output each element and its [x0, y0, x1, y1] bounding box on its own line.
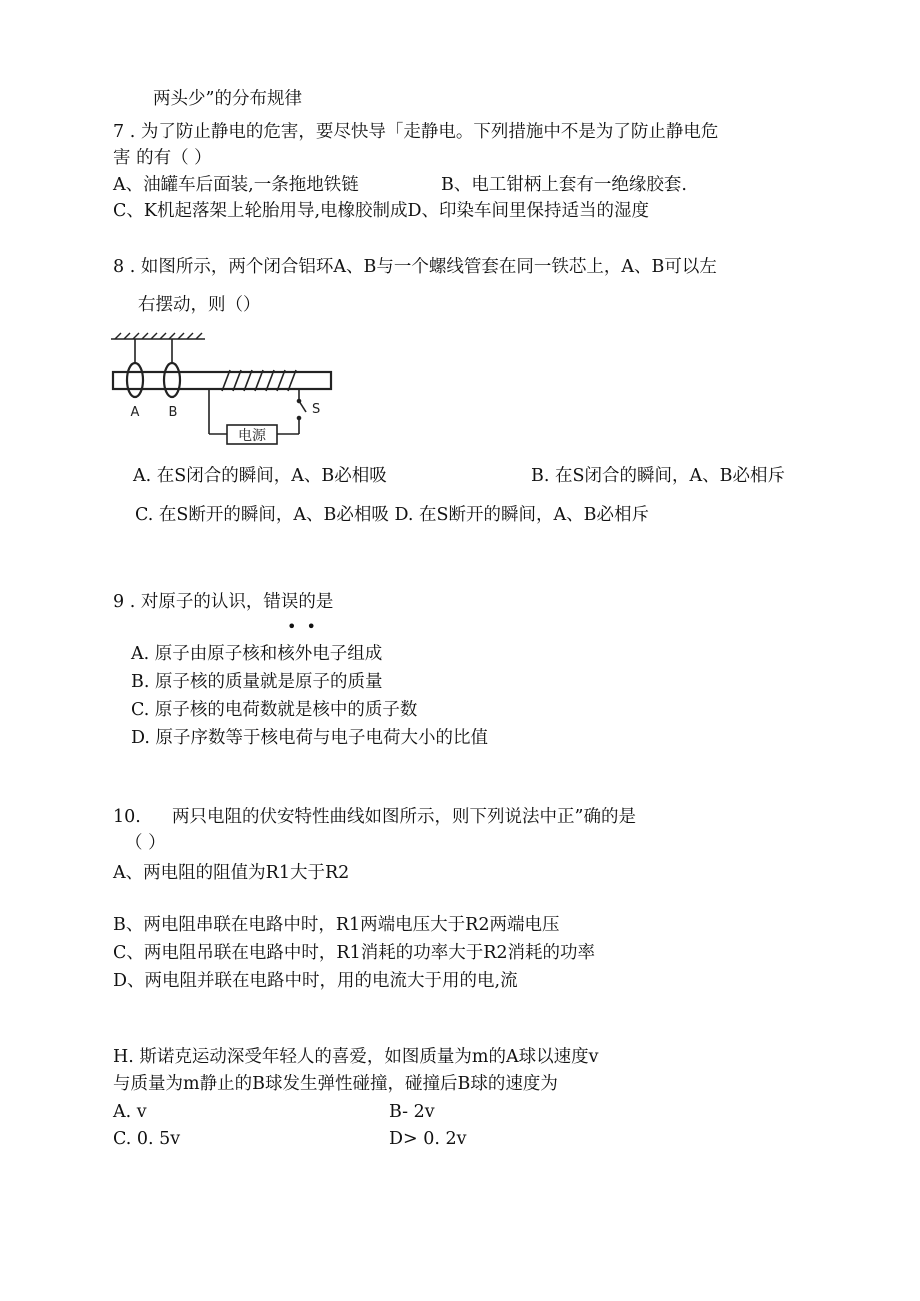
- q8-option-cd: C. 在S断开的瞬间，A、B必相吸 D. 在S断开的瞬间，A、B必相斥: [135, 505, 649, 525]
- q11-option-b: B- 2v: [389, 1102, 435, 1122]
- q10-stem-line2: （ ）: [125, 833, 166, 853]
- q10-option-d: D、两电阻并联在电路中时，用的电流大于用的电,流: [113, 971, 518, 991]
- iron-core: [113, 372, 331, 389]
- q6-tail-text: 两头少”的分布规律: [153, 89, 302, 109]
- q9-option-d: D. 原子序数等于核电荷与电子电荷大小的比值: [131, 728, 489, 748]
- q7-stem-line2: 害 的有（ ）: [113, 148, 212, 168]
- q7-option-a: A、油罐车后面装,一条拖地铁链: [113, 175, 359, 195]
- q10-option-c: C、两电阻吊联在电路中时，R1消耗的功率大于R2消耗的功率: [113, 943, 596, 963]
- ring-a-label: A: [130, 405, 140, 420]
- q10-option-b: B、两电阻串联在电路中时，R1两端电压大于R2两端电压: [113, 915, 560, 935]
- q7-stem-line1: 7 . 为了防止静电的危害，要尽快导「走静电。下列措施中不是为了防止静电危: [113, 122, 719, 142]
- q11-stem-line2: 与质量为m静止的B球发生弹性碰撞，碰撞后B球的速度为: [113, 1074, 558, 1094]
- q9-stem: 9 . 对原子的认识，错误的是: [113, 592, 334, 612]
- q8-option-b: B. 在S闭合的瞬间，A、B必相斥: [531, 466, 785, 486]
- q7-option-b: B、电工钳柄上套有一绝缘胶套.: [441, 175, 687, 195]
- q8-stem-line2: 右摆动，则（）: [138, 295, 261, 315]
- q10-stem-line1: 两只电阻的伏安特性曲线如图所示，则下列说法中正”确的是: [172, 807, 636, 827]
- q10-option-a: A、两电阻的阻值为R1大于R2: [113, 863, 350, 883]
- q8-solenoid-figure: [105, 330, 345, 445]
- q11-option-c: C. 0. 5v: [113, 1129, 181, 1149]
- switch-label: S: [312, 402, 321, 417]
- q11-stem-line1: H. 斯诺克运动深受年轻人的喜爱，如图质量为m的A球以速度v: [113, 1047, 599, 1067]
- q9-emphasis-dots: ••: [287, 617, 326, 636]
- q9-option-b: B. 原子核的质量就是原子的质量: [131, 672, 383, 692]
- q10-number: 10.: [113, 807, 141, 827]
- ceiling-hatch: [111, 333, 205, 339]
- power-source-label: 电源: [238, 428, 266, 444]
- q11-option-a: A. v: [113, 1102, 147, 1122]
- q9-option-a: A. 原子由原子核和核外电子组成: [131, 644, 383, 664]
- ring-b-label: B: [168, 405, 178, 420]
- q8-option-a: A. 在S闭合的瞬间，A、B必相吸: [133, 466, 387, 486]
- q9-option-c: C. 原子核的电荷数就是核中的质子数: [131, 700, 418, 720]
- q8-stem-line1: 8 . 如图所示，两个闭合铝环A、B与一个螺线管套在同一铁芯上，A、B可以左: [113, 257, 717, 277]
- q7-option-cd: C、K机起落架上轮胎用导,电橡胶制成D、印染车间里保持适当的湿度: [113, 201, 650, 221]
- q11-option-d: D> 0. 2v: [389, 1129, 467, 1149]
